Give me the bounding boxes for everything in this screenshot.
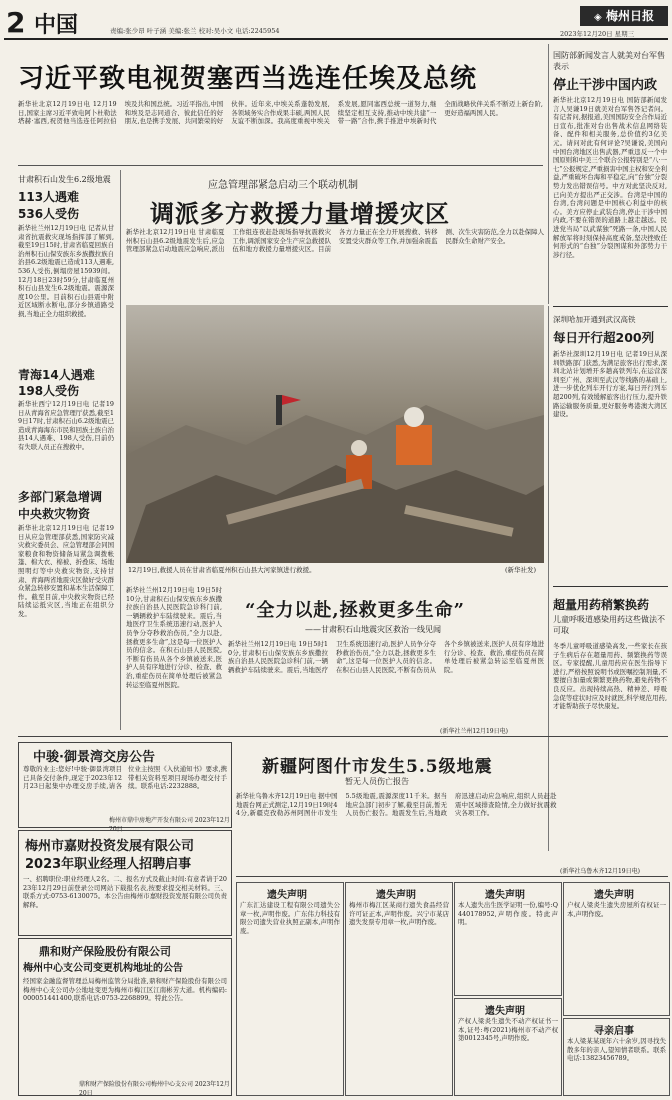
ad-dinghe bbox=[18, 938, 232, 1096]
ad-jiacai-body: 一、招聘职位:职业经理人2名。二、报名方式及截止时间:有意者请于2023年12月29日前登录公司网站下载报名表,按要求提交相关材料。三、联系方式:0753-6130075。本公告由梅州市嘉财投资发展有限公司负责解释。 bbox=[23, 875, 227, 909]
ad-jiacai-title-2: 2023年职业经理人招聘启事 bbox=[25, 857, 192, 872]
notice-4-title: 遗失声明 bbox=[485, 1006, 525, 1017]
notice-1 bbox=[236, 882, 344, 1096]
notice-5 bbox=[563, 882, 670, 1016]
notice-2-body: 梅州市梅江区某商行遗失食品经营许可证正本,声明作废。兴宁市某店遗失发票专用章一枚,声明作废。 bbox=[349, 901, 449, 927]
qinghai-body: 新华社西宁12月19日电 记者19日从青海省应急管理厅获悉,截至19日17时,甘肃积石山6.2级地震已造成青海海东市民和回族土族自治县14人遇难、198人受伤,目前仍有失联人员正在搜救中。 bbox=[18, 400, 114, 451]
xinjiang-credit: (新华社乌鲁木齐12月19日电) bbox=[560, 868, 640, 875]
right-low-headline: 超量用药稍繁换药 bbox=[553, 598, 650, 612]
notice-3-body: 本人遗失出生医学证明一份,编号:Q440178952,声明作废。特此声明。 bbox=[458, 901, 558, 927]
qinghai-headline-1: 青海14人遇难 bbox=[18, 368, 95, 382]
notice-4 bbox=[454, 998, 562, 1096]
right-mid-body: 新华社深圳12月19日电 记者19日从深圳铁路部门获悉,为满足旅客出行需求,深圳北站计划增开多趟高铁列车,在运营深圳至广州、深圳至武汉等线路的基础上,进一步优化列车开行方案,每日开行列车超200列,有效缓解旅客出行压力,提升铁路运输服务质量,更好服务粤港澳大湾区建设。 bbox=[553, 350, 667, 419]
notice-1-body: 广东汇达建设工程有限公司遗失公章一枚,声明作废。广东伟力科技有限公司遗失营业执照正副本,声明作废。 bbox=[240, 901, 340, 935]
quake-left-body-1: 新华社兰州12月19日电 记者从甘肃省抗震救灾现场指挥部了解到,截至19日15时,甘肃省临夏回族自治州积石山保安族东乡族撒拉族自治县6.2级地震已造成113人遇难,536人受伤,倒塌房屋15939间。12月18日23时59分,甘肃临夏州积石山县发生6.2级地震。震源深度10公里。目前积石山县震中附近区域断水断电,部分乡镇道路受损,当地正全力组织救援。 bbox=[18, 224, 114, 318]
page-date: 2023年12月20日 星期三 bbox=[560, 30, 635, 38]
ad-dinghe-sign: 鼎和财产保险股份有限公司梅州中心支公司 2023年12月20日 bbox=[79, 1081, 230, 1097]
lead-body: 新华社北京12月19日电 12月19日,国家主席习近平致电阿卜杜勒法塔赫·塞西,祝贺他当选连任阿拉伯埃及共和国总统。习近平指出,中国和埃及是志同道合、彼此信任的好朋友,也是携手发展、共同繁荣的好伙伴。近年来,中埃关系蓬勃发展,各领域务实合作成果丰硕,两国人民友谊不断加深。我高度重视中埃关系发展,愿同塞西总统一道努力,继续坚定相互支持,推动中埃共建“一带一路”合作,携手推进中埃新时代全面战略伙伴关系不断迈上新台阶,更好造福两国人民。 bbox=[18, 100, 543, 126]
right-top-kicker: 国防部新闻发言人就美对台军售表示 bbox=[553, 51, 665, 71]
notice-5-body: 户权人梁炎生遗失房屋所有权证一本,声明作废。 bbox=[567, 901, 666, 918]
quote-body: 新华社兰州12月19日电 19日5时10分,甘肃积石山保安族东乡族撒拉族自治县人民医院急诊科门前,一辆辆救护车陆续驶来。震后,当地医疗卫生系统迅速行动,医护人员争分夺秒救治伤员,“全力以赴,拯救更多生命”,这是每一位医护人员的信念。在积石山县人民医院,不断有伤员从各个乡镇被送来,医护人员有序地进行分诊、检查、救治,重症伤员在简单处理后被紧急转运至临夏州医院。 bbox=[228, 640, 544, 674]
quake-left-headline-2: 536人受伤 bbox=[18, 207, 80, 221]
ad-dinghe-title-2: 梅州中心支公司变更机构地址的公告 bbox=[23, 963, 183, 974]
ad-zhongjun-title: 中骏·御景湾交房公告 bbox=[33, 750, 155, 765]
notice-2-title: 遗失声明 bbox=[376, 890, 416, 901]
xinjiang-subheadline: 暂无人员伤亡报告 bbox=[345, 777, 409, 786]
ad-jiacai-title-1: 梅州市嘉财投资发展有限公司 bbox=[25, 839, 195, 854]
photo-credit: (新华社发) bbox=[505, 566, 537, 574]
ad-dinghe-title-1: 鼎和财产保险股份有限公司 bbox=[39, 945, 171, 958]
right-low-sub: 儿童呼吸道感染用药这些做法不可取 bbox=[553, 615, 665, 635]
feature-headline: 调派多方救援力量增援灾区 bbox=[150, 199, 450, 228]
ad-zhongjun-body: 尊敬的业主:您好!中骏·御景湾项目已具备交付条件,现定于2023年12月23日起集中办理交房手续,请各位业主按照《入伙通知书》要求,携带相关资料至项目现场办理交付手续。联系电话:2232888。 bbox=[23, 765, 227, 791]
quote-headline: “全力以赴,拯救更多生命” bbox=[245, 600, 465, 621]
supplies-headline-1: 多部门紧急增调 bbox=[18, 490, 103, 504]
notice-6 bbox=[563, 1018, 670, 1096]
quake-left-kicker: 甘肃积石山发生6.2级地震 bbox=[18, 175, 111, 184]
ad-zhongjun bbox=[18, 742, 232, 833]
xinjiang-headline: 新疆阿图什市发生5.5级地震 bbox=[262, 757, 493, 777]
quote-body-left: 新华社兰州12月19日电 19日5时10分,甘肃积石山保安族东乡族撒拉族自治县人民医院急诊科门前,一辆辆救护车陆续驶来。震后,当地医疗卫生系统迅速行动,医护人员争分夺秒救治伤员,“全力以赴,拯救更多生命”,这是每一位医护人员的信念。在积石山县人民医院,不断有伤员从各个乡镇被送来,医护人员有序地进行分诊、检查、救治,重症伤员在简单处理后被紧急转运至临夏州医院。 bbox=[126, 586, 222, 689]
photo-caption: 12月19日,救援人员在甘肃省临夏州积石山县大河家镇进行救援。 bbox=[128, 566, 316, 574]
notice-2 bbox=[345, 882, 453, 1096]
masthead: ◈ 梅州日报 bbox=[580, 6, 668, 26]
masthead-logo-icon: ◈ bbox=[594, 12, 602, 23]
notice-4-body: 产权人梁炎生遗失不动产权证书一本,证号:粤(2021)梅州市不动产权第0012345号,声明作废。 bbox=[458, 1017, 558, 1043]
qinghai-headline-2: 198人受伤 bbox=[18, 384, 80, 398]
ad-zhongjun-sign: 梅州市鼎中房地产开发有限公司 2023年12月20日 bbox=[109, 817, 230, 833]
quote-credit: (新华社兰州12月19日电) bbox=[440, 728, 508, 735]
page-header bbox=[0, 0, 672, 40]
rubble-scene-icon bbox=[126, 305, 544, 563]
lead-headline: 习近平致电视贺塞西当选连任埃及总统 bbox=[18, 64, 478, 94]
ad-dinghe-body: 经国家金融监督管理总局梅州监管分局批准,鼎和财产保险股份有限公司梅州中心支公司办公地址变更为梅州市梅江区江南彬芳大道。机构编码:000051441400,联系电话:0753-2268899。特此公告。 bbox=[23, 977, 227, 1003]
rescue-photo bbox=[126, 305, 544, 563]
supplies-body: 新华社北京12月19日电 记者19日从应急管理部获悉,国家防灾减灾救灾委员会、应急管理部会同国家粮食和物资储备局紧急调拨帐篷、棉大衣、棉被、折叠床、场地照明灯等中央救灾物资,支持甘肃、青海两省地震灾区做好受灾群众紧急转移安置和基本生活保障工作。截至目前,中央救灾物资已经陆续运抵灾区,当地正在组织分发。 bbox=[18, 524, 114, 618]
notice-6-body: 本人梁某某现年六十余岁,因寻找失散多年的亲人,望知情者联系。联系电话:13823456789。 bbox=[567, 1037, 666, 1063]
section-name: 中国 bbox=[34, 13, 79, 38]
quote-subheadline: ——甘肃积石山地震灾区救治一线见闻 bbox=[305, 625, 441, 634]
feature-kicker: 应急管理部紧急启动三个联动机制 bbox=[208, 180, 358, 191]
ad-jiacai bbox=[18, 830, 232, 936]
right-top-headline: 停止干涉中国内政 bbox=[553, 78, 658, 93]
quake-left-headline-1: 113人遇难 bbox=[18, 190, 80, 204]
right-top-body: 新华社北京12月19日电 国防部新闻发言人吴谦19日就美对台军售答记者问。有记者问,据报道,美国国防安全合作局近日宣布,批准对台出售战术信息网络装备、配件和相关服务,总价值约3亿美元。请问对此有何评论?吴谦说,美国向中国台湾地区出售武器,严重违反一个中国原则和中美三个联合公报特别是“八·一七”公报规定,严重损害中国主权和安全利益,严重破坏台海和平稳定,向“台独”分裂势力发出错误信号。中方对此坚决反对,已向美方提出严正交涉。台湾是中国的台湾,台湾问题是中国核心利益中的核心。美方应停止武装台湾,停止干涉中国内政,不要在错误的道路上越走越远。民进党当局“以武谋独”死路一条,中国人民解放军将时刻保持高度戒备,坚决挫败任何形式的“台独”分裂图谋和外部势力干涉行径。 bbox=[553, 96, 667, 259]
notice-6-title: 寻亲启事 bbox=[594, 1026, 634, 1037]
supplies-headline-2: 中央救灾物资 bbox=[18, 507, 91, 521]
notice-5-title: 遗失声明 bbox=[594, 890, 634, 901]
feature-body: 新华社北京12月19日电 甘肃临夏州积石山县6.2级地震发生后,应急管理部紧急启动地震应急响应,派出工作组连夜赶赴现场指导抗震救灾工作,调派国家安全生产应急救援队伍和地方救援力量增援灾区。目前各方力量正在全力开展搜救、转移安置受灾群众等工作,并加强余震监测、次生灾害防范,全力以赴保障人民群众生命财产安全。 bbox=[126, 228, 544, 254]
right-mid-headline: 每日开行超200列 bbox=[553, 330, 655, 345]
xinjiang-body: 新华社乌鲁木齐12月19日电 据中国地震台网正式测定,12月19日19时44分,新疆克孜勒苏州阿图什市发生5.5级地震,震源深度11千米。据当地应急部门初步了解,截至目前,暂无人员伤亡报告。地震发生后,当地政府迅速启动应急响应,组织人员赶赴震中区域排查险情,全力做好抗震救灾各项工作。 bbox=[236, 792, 557, 818]
page-credits: 责编:张少昂 叶子涵 美编:张兰 校对:吴小文 电话:2245954 bbox=[110, 27, 280, 35]
page-number: 2 bbox=[6, 6, 26, 39]
right-mid-kicker: 深圳哈加开通到武汉高铁 bbox=[553, 315, 636, 324]
notice-1-title: 遗失声明 bbox=[267, 890, 307, 901]
right-low-body: 冬季儿童呼吸道感染高发,一些家长在孩子生病后存在超量用药、频繁换药等误区。专家提醒,儿童用药应在医生指导下进行,严格按照说明书或医嘱控制剂量,不要擅自加量或频繁更换药物,避免药物不良反应。出现持续高热、精神差、呼吸急促等症状时应及时就医,科学规范用药,才能帮助孩子尽快康复。 bbox=[553, 642, 667, 711]
notice-3 bbox=[454, 882, 562, 996]
notice-3-title: 遗失声明 bbox=[485, 890, 525, 901]
